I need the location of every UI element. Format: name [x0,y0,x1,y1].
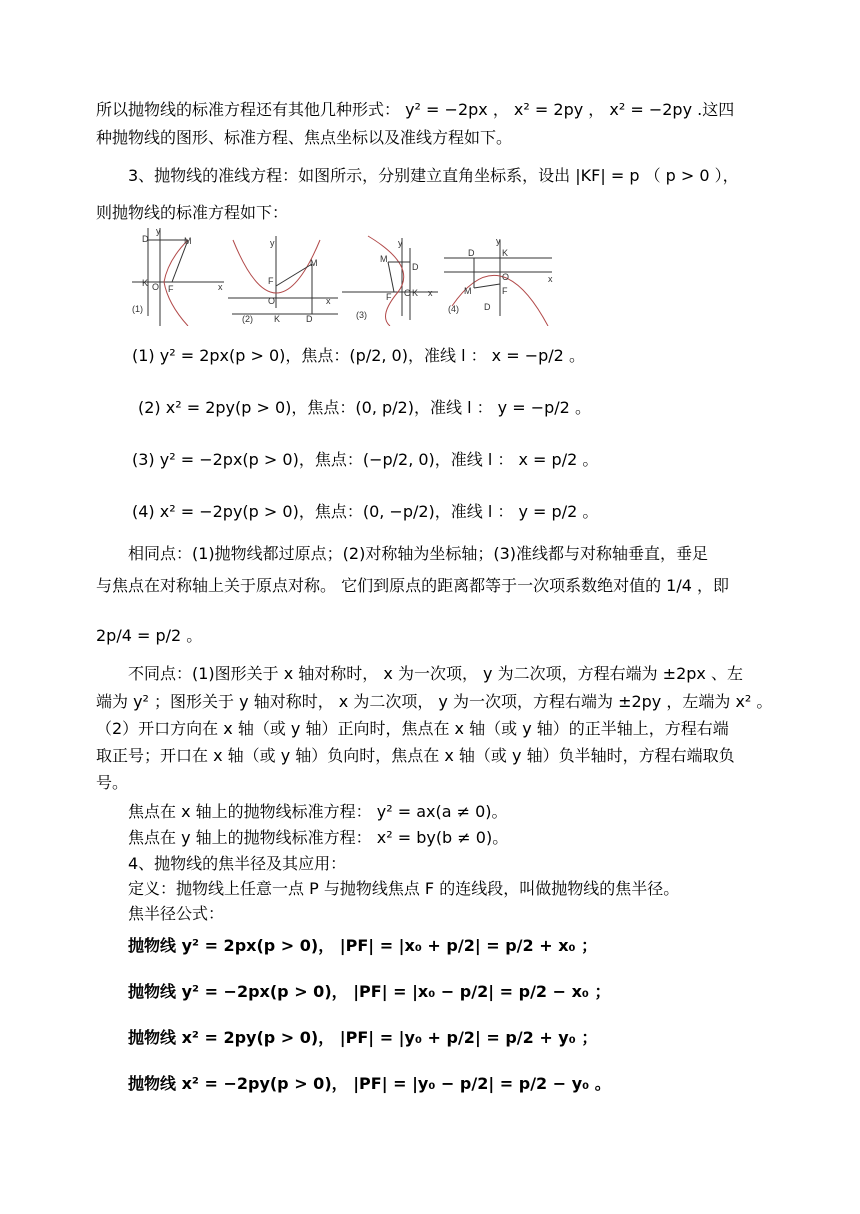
text-line: 焦半径公式： [128,904,225,923]
fig2-label: O [268,296,276,306]
text-line: 焦点在 y 轴上的抛物线标准方程： x² = by(b ≠ 0)。 [128,828,509,847]
text-line: (4) x² = −2py(p > 0)，焦点：(0, −p/2)，准线 l ： y = p/2 。 [132,502,599,521]
fig4-label: D [468,248,475,258]
fig1-label: O [152,282,160,292]
text-line: 与焦点在对称轴上关于原点对称。 它们到原点的距离都等于一次项系数绝对值的 1/4 ，即 [96,576,730,595]
fig4-label: K [502,248,509,258]
fig1-label: D [142,234,149,244]
text-line: 则抛物线的标准方程如下： [96,203,289,222]
text-line: 号。 [96,773,129,792]
fig3-label: (3) [356,310,367,320]
text-line: 抛物线 y² = 2px(p > 0)， |PF| = |x₀ + p/2| = p/2 + x₀ ； [128,936,598,955]
text-line: 抛物线 x² = −2py(p > 0)， |PF| = |y₀ − p/2| = p/2 − y₀ 。 [128,1074,611,1093]
text-line: 不同点：(1)图形关于 x 轴对称时， x 为一次项， y 为二次项，方程右端为 ±2px 、左 [128,664,743,683]
fig3-label: D [412,262,419,272]
text-line: (1) y² = 2px(p > 0)，焦点：(p/2, 0)，准线 l ： x = −p/2 。 [132,346,585,365]
fig1-label: M [184,236,192,246]
fig2-label: (2) [242,314,253,324]
fig4-label: y [496,236,501,246]
text-line: 取正号；开口在 x 轴（或 y 轴）负向时，焦点在 x 轴（或 y 轴）负半轴时，方程右端取负 [96,746,735,765]
text-line: 抛物线 x² = 2py(p > 0)， |PF| = |y₀ + p/2| = p/2 + y₀ ； [128,1028,598,1047]
text-line: （2）开口方向在 x 轴（或 y 轴）正向时，焦点在 x 轴（或 y 轴）的正半轴上，方程右端 [96,719,729,738]
text-line: 相同点：(1)抛物线都过原点；(2)对称轴为坐标轴；(3)准线都与对称轴垂直，垂足 [128,544,708,563]
fig1-label: y [156,226,161,236]
fig3-label: K [412,288,419,298]
fig2-label: M [310,258,318,268]
fig2-label: K [274,314,281,324]
fig3-label: M [380,254,388,264]
text-line: 抛物线 y² = −2px(p > 0)， |PF| = |x₀ − p/2| = p/2 − x₀ ； [128,982,611,1001]
fig4-label: (4) [448,304,459,314]
text-line: 所以抛物线的标准方程还有其他几种形式： y² = −2px ， x² = 2py ， x² = −2py .这四 [96,100,735,119]
text-line: 端为 y² ；图形关于 y 轴对称时， x 为二次项， y 为一次项，方程右端为 ±2py ，左端为 x² 。 [96,692,773,711]
fig3-label: O [404,288,412,298]
fig3-label: F [386,292,392,302]
fig2-label: y [270,238,275,248]
text-line: 4、抛物线的焦半径及其应用： [128,854,347,873]
fig4-label: M [464,286,472,296]
fig3-label: x [428,288,433,298]
text-line: 焦点在 x 轴上的抛物线标准方程： y² = ax(a ≠ 0)。 [128,802,508,821]
text-line: 定义：抛物线上任意一点 P 与抛物线焦点 F 的连线段，叫做抛物线的焦半径。 [128,879,680,898]
text-line: 种抛物线的图形、标准方程、焦点坐标以及准线方程如下。 [96,128,513,147]
fig2-label: x [326,296,331,306]
text-line: (2) x² = 2py(p > 0)，焦点：(0, p/2)，准线 l ： y = −p/2 。 [138,398,591,417]
fig4-label: O [502,272,510,282]
text-line: (3) y² = −2px(p > 0)，焦点：(−p/2, 0)，准线 l ： x = p/2 。 [132,450,599,469]
fig1-label: F [168,284,174,294]
fig3-label: y [398,238,403,248]
fig1-label: K [142,278,149,288]
fig4-label: x [548,274,553,284]
fig1-label: (1) [132,304,143,314]
fig4-label: D [484,302,491,312]
fig1-label: x [218,282,223,292]
fig2-label: F [268,276,274,286]
fig2-label: D [306,314,313,324]
text-line: 2p/4 = p/2 。 [96,626,203,645]
fig4-label: F [502,286,508,296]
text-line: 3、抛物线的准线方程：如图所示，分别建立直角坐标系，设出 |KF| = p （ p > 0 ）， [128,166,739,185]
parabola-figures [128,226,568,326]
